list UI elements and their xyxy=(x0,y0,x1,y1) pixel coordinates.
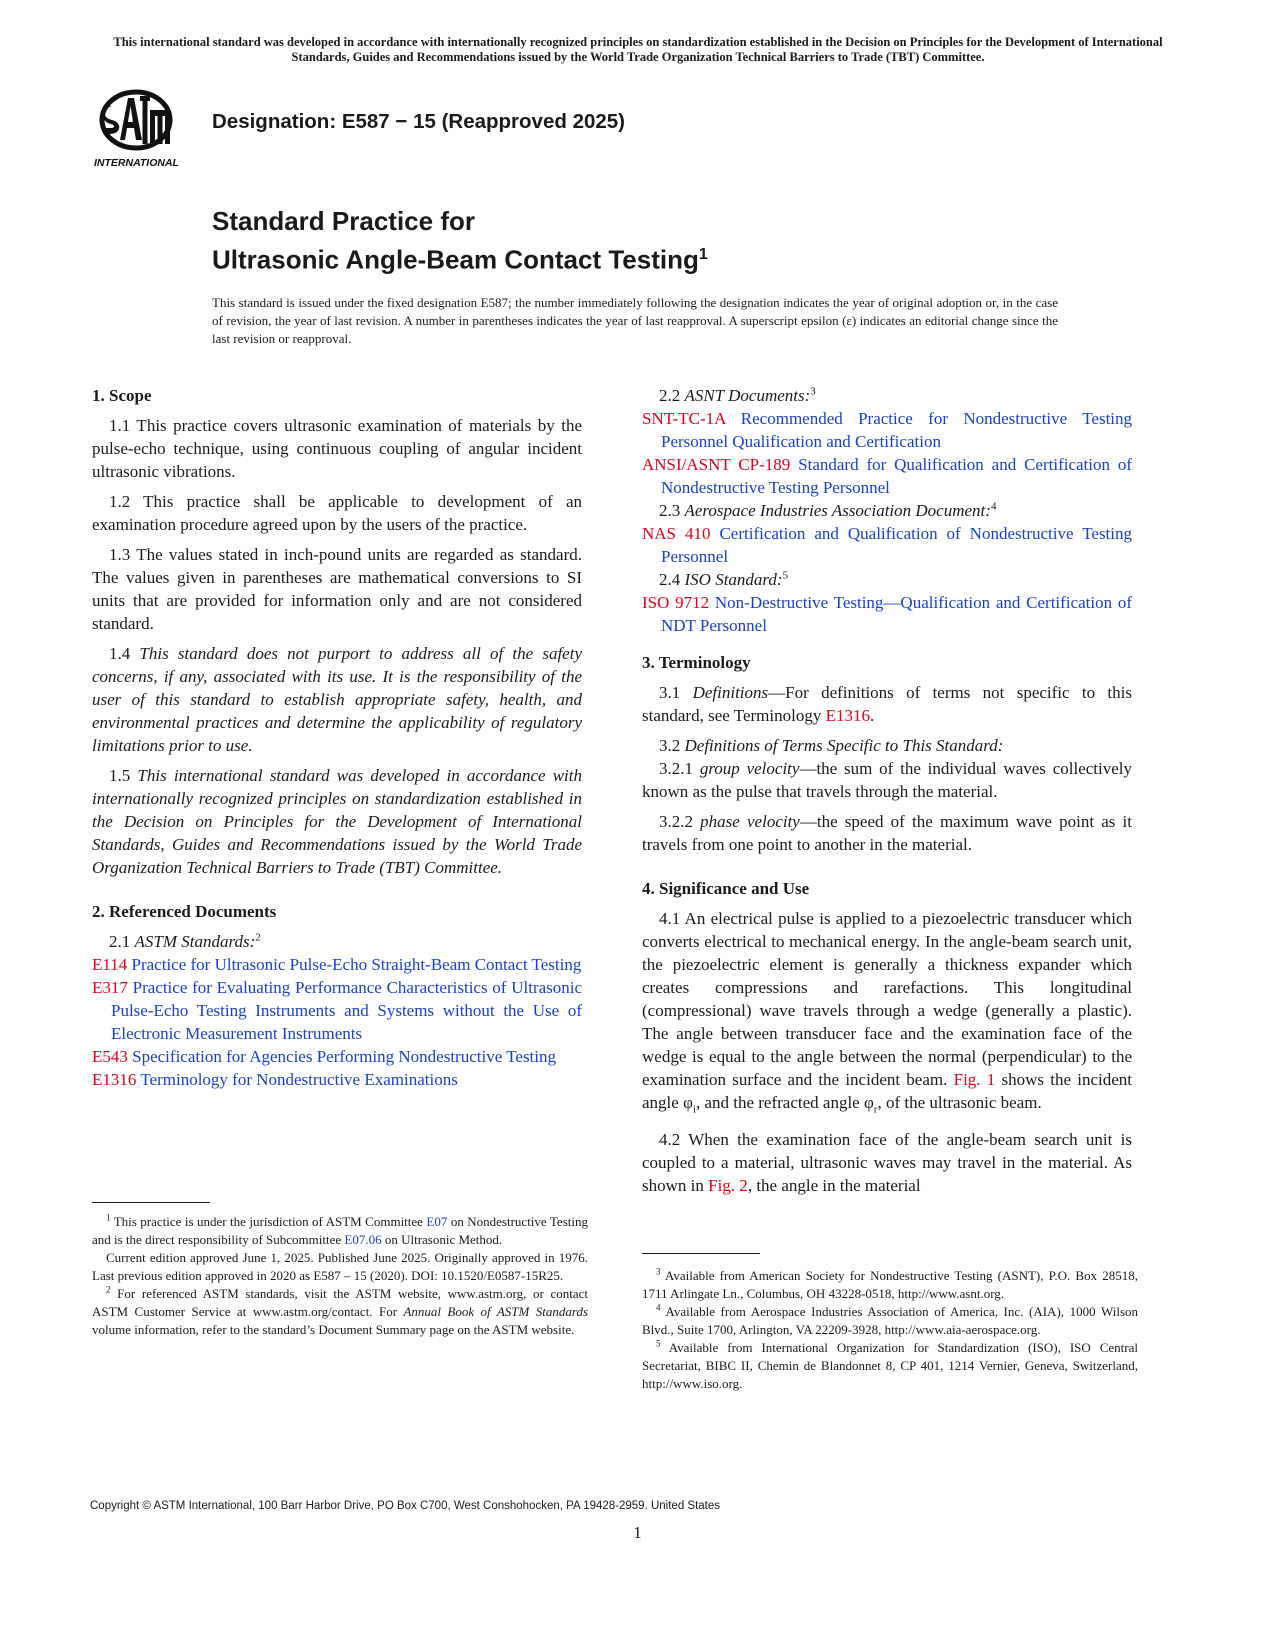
astm-logo xyxy=(92,88,192,170)
footnotes-left xyxy=(92,1213,588,1339)
ref-e114[interactable]: E114 Practice for Ultrasonic Pulse-Echo Straight-Beam Contact Testing xyxy=(92,955,582,974)
footnote-4: $^4$ Available from Aerospace Industries Association of America, Inc. (AIA), 1000 Wilson Blvd., Suite 1700, Arlington, VA 22209-3928, http://www.aia-aerospace.org. xyxy=(642,1302,1138,1337)
significance-4-1: 4.1 An electrical pulse is applied to a piezoelectric transducer which converts electrical to mechanical energy. In the angle-beam search unit, the piezoelectric element is generally a thickness expander which creates compressions and rarefactions. This longitudinal (compressional) wave travels through a wedge (generally a plastic). The angle between transducer face and the examination face of the wedge is equal to the angle between the normal (perpendicular) to the examination surface and the incident beam. Fig. 1 shows the incident angle $\varphi_i$, and the refracted angle $\varphi_r$, of the ultrasonic beam. xyxy=(642,909,1132,1116)
link-e1316[interactable]: E1316 xyxy=(825,706,870,725)
scope-1-4: 1.4 This standard does not purport to address all of the safety concerns, if any, associated with its use. It is the responsibility of the user of this standard to establish appropriate safety, health, and environmental practices and determine the applicability of regulatory limitations prior to use. xyxy=(92,644,582,755)
aia-document-label: 2.3 Aerospace Industries Association Document:$^4$ xyxy=(659,500,997,520)
significance-heading: 4. Significance and Use xyxy=(642,879,810,898)
terminology-3-1: 3.1 Definitions—For definitions of terms not specific to this standard, see Terminology E1316. xyxy=(642,683,1132,725)
ref-e543[interactable]: E543 Specification for Agencies Performing Nondestructive Testing xyxy=(92,1047,557,1066)
page-title xyxy=(212,205,708,277)
page-number: 1 xyxy=(633,1523,642,1542)
terminology-3-2-2: 3.2.2 phase velocity—the speed of the maximum wave point as it travels from one point to another in the material. xyxy=(642,812,1132,854)
scope-1-1: 1.1 This practice covers ultrasonic examination of materials by the pulse-echo technique, using continuous coupling of angular incident ultrasonic vibrations. xyxy=(92,416,582,481)
iso-standard-label: 2.4 ISO Standard:$^5$ xyxy=(659,569,789,589)
footnote-3: $^3$ Available from American Society for Nondestructive Testing (ASNT), P.O. Box 28518, 1711 Arlingate Ln., Columbus, OH 43228-0518, http://www.asnt.org. xyxy=(642,1266,1138,1301)
scope-1-2: 1.2 This practice shall be applicable to development of an examination procedure agreed upon by the users of the practice. xyxy=(92,492,582,534)
designation: Designation: E587 − 15 (Reapproved 2025) xyxy=(212,110,626,133)
footnote-rule-right xyxy=(642,1253,760,1254)
ref-e1316[interactable]: E1316 Terminology for Nondestructive Examinations xyxy=(92,1070,458,1089)
astm-standards-label: 2.1 ASTM Standards:$^2$ xyxy=(109,931,261,951)
footnote-5: $^5$ Available from International Organization for Standardization (ISO), ISO Central Secretariat, BIBC II, Chemin de Blandonnet 8, CP 401, 1214 Vernier, Geneva, Switzerland, http://www.iso.org. xyxy=(642,1338,1138,1391)
terminology-3-2: 3.2 Definitions of Terms Specific to This Standard: xyxy=(659,736,1004,755)
top-notice: This international standard was developed in accordance with internationally recognized principles on standardization established in the Decision on Principles for the Development of International Standards, Guides and Recommendations issued by the World Trade Organization Technical Barriers to Trade (TBT) Committee. xyxy=(113,35,1163,64)
terminology-heading: 3. Terminology xyxy=(642,653,751,672)
link-e07[interactable]: E07 xyxy=(426,1214,448,1229)
link-fig-2[interactable]: Fig. 2 xyxy=(708,1176,748,1196)
scope-1-3: 1.3 The values stated in inch-pound units are regarded as standard. The values given in parentheses are mathematical conversions to SI units that are provided for information only and are not considered standard. xyxy=(92,545,582,633)
footnotes-right xyxy=(642,1267,1138,1393)
link-fig-1[interactable]: Fig. 1 xyxy=(953,1070,996,1089)
title-footnote-mark: 1 xyxy=(698,246,708,263)
terminology-3-2-1: 3.2.1 group velocity—the sum of the individual waves collectively known as the pulse that travels through the material. xyxy=(642,759,1133,801)
issue-note: This standard is issued under the fixed designation E587; the number immediately following the designation indicates the year of original adoption or, in the case of revision, the year of last revision. A number in parentheses indicates the year of last reapproval. A superscript epsilon (ε) indicates an editorial change since the last revision or reapproval. xyxy=(212,295,1058,346)
link-e07-06[interactable]: E07.06 xyxy=(344,1232,382,1247)
ref-nas-410[interactable]: NAS 410 Certification and Qualification of Nondestructive Testing Personnel xyxy=(642,524,1133,566)
footnote-2: $^2$ For referenced ASTM standards, visit the ASTM website, www.astm.org, or contact ASTM Customer Service at www.astm.org/contact. For Annual Book of ASTM Standards volume information, refer to the standard’s Document Summary page on the ASTM website. xyxy=(92,1284,588,1337)
scope-heading: 1. Scope xyxy=(92,386,152,405)
footnote-rule-left xyxy=(92,1202,210,1203)
asnt-documents-label: 2.2 ASNT Documents:$^3$ xyxy=(659,385,816,405)
title-line-1: Standard Practice for xyxy=(212,206,475,236)
significance-4-2: 4.2 When the examination face of the angle-beam search unit is coupled to a material, ultrasonic waves may travel in the material. As shown in Fig. 2, the angle in the material xyxy=(642,1130,1132,1196)
ref-snt-tc-1a[interactable]: SNT-TC-1A Recommended Practice for Nondestructive Testing Personnel Qualification and Certification xyxy=(642,409,1133,451)
ref-cp-189[interactable]: ANSI/ASNT CP-189 Standard for Qualification and Certification of Nondestructive Testing Personnel xyxy=(642,455,1133,497)
footnote-1-edition: Current edition approved June 1, 2025. Published June 2025. Originally approved in 1976. Last previous edition approved in 2020 as E587 – 15 (2020). DOI: 10.1520/E0587-15R25. xyxy=(92,1250,588,1283)
ref-iso-9712[interactable]: ISO 9712 Non-Destructive Testing—Qualification and Certification of NDT Personnel xyxy=(642,593,1132,635)
ref-e317[interactable]: E317 Practice for Evaluating Performance Characteristics of Ultrasonic Pulse-Echo Testing Instruments and Systems without the Use of Electronic Measurement Instruments xyxy=(92,978,583,1043)
left-column xyxy=(92,384,582,1091)
right-column xyxy=(642,384,1132,1204)
refdocs-heading: 2. Referenced Documents xyxy=(92,902,277,921)
scope-1-5: 1.5 This international standard was developed in accordance with internationally recognized principles on standardization established in the Decision on Principles for the Development of International Standards, Guides and Recommendations issued by the World Trade Organization Technical Barriers to Trade (TBT) Committee. xyxy=(92,766,582,877)
footnote-1: $^1$ This practice is under the jurisdiction of ASTM Committee E07 on Nondestructive Testing and is the direct responsibility of Subcommittee E07.06 on Ultrasonic Method. xyxy=(92,1212,588,1247)
copyright: Copyright © ASTM International, 100 Barr Harbor Drive, PO Box C700, West Conshohocken, PA 19428-2959. United States xyxy=(90,1500,721,1512)
logo-text: INTERNATIONAL xyxy=(94,157,179,169)
title-line-2: Ultrasonic Angle-Beam Contact Testing xyxy=(212,244,699,275)
